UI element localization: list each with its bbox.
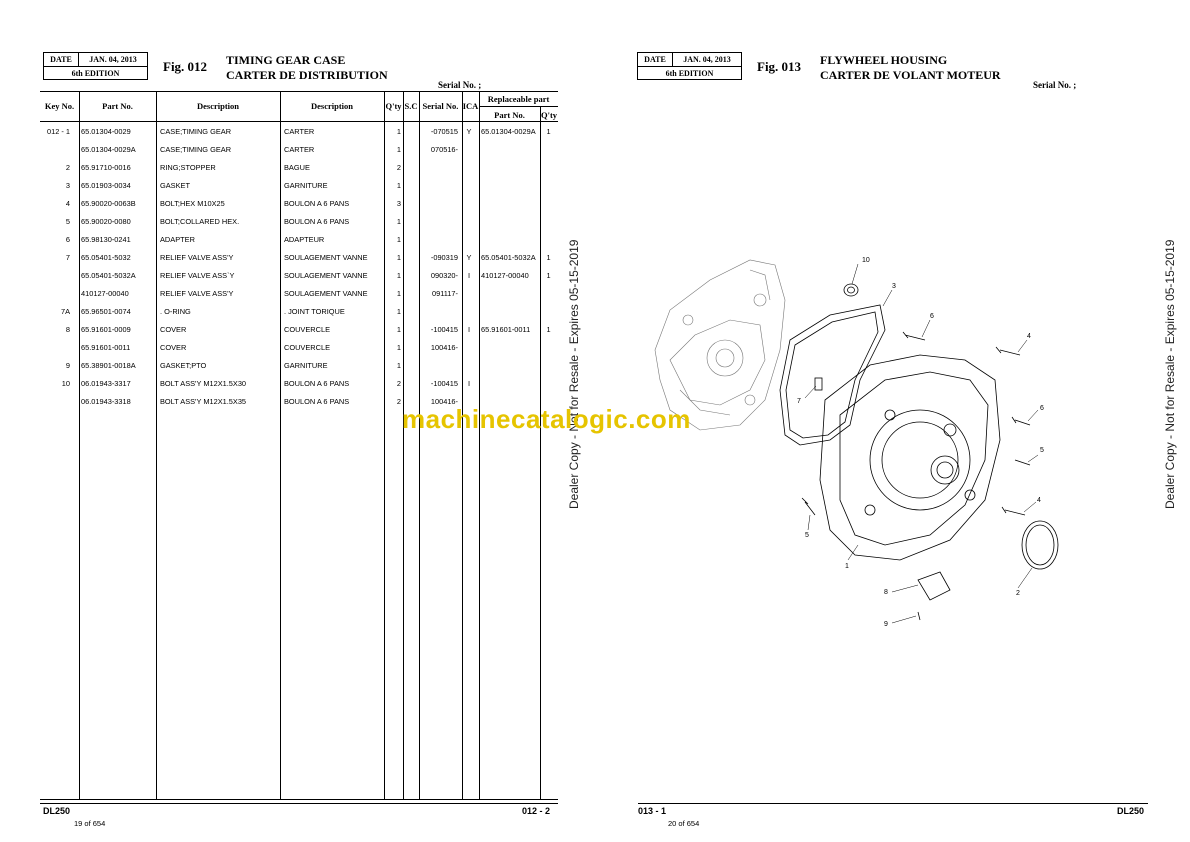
table-cell-desc2: CARTER [284, 145, 315, 154]
table-cell-key: 10 [61, 379, 70, 388]
title-english: TIMING GEAR CASE [226, 53, 346, 67]
table-cell-desc2: SOULAGEMENT VANNE [284, 271, 368, 280]
replaceable-sub-rule [479, 106, 558, 107]
table-cell-ica: I [467, 379, 471, 388]
table-cell-part: 65.05401-5032A [81, 271, 136, 280]
page-count-right: 20 of 654 [668, 819, 700, 828]
table-cell-desc2: BOULON A 6 PANS [284, 379, 350, 388]
table-cell-key: 5 [65, 217, 70, 226]
footer-page-right: 013 - 1 [638, 806, 667, 816]
table-cell-desc1: COVER [160, 343, 187, 352]
table-cell-desc1: ADAPTER [160, 235, 195, 244]
table-cell-desc2: CARTER [284, 127, 315, 136]
table-cell-part: 65.38901-0018A [81, 361, 136, 370]
callout-label: 6 [1040, 405, 1044, 412]
table-cell-desc2: GARNITURE [284, 361, 328, 370]
title-french: CARTER DE DISTRIBUTION [226, 68, 388, 82]
table-cell-desc2: BAGUE [284, 163, 310, 172]
table-cell-serial: -100415 [430, 325, 458, 334]
table-cell-qty: 2 [396, 163, 401, 172]
callout-label: 5 [805, 532, 809, 539]
footer-rule-left [40, 803, 558, 804]
col-divider [403, 91, 404, 799]
table-cell-part: 65.90020-0063B [81, 199, 136, 208]
table-cell-part: 65.05401-5032 [81, 253, 131, 262]
callout-label: 5 [1040, 447, 1044, 454]
table-cell-rpart: 410127-00040 [481, 271, 529, 280]
table-cell-qty: 1 [396, 289, 401, 298]
footer-page-left: 012 - 2 [522, 806, 551, 816]
table-cell-desc1: CASE;TIMING GEAR [160, 127, 232, 136]
col-divider [79, 91, 80, 799]
table-cell-serial: 091117- [431, 289, 458, 298]
table-cell-desc2: GARNITURE [284, 181, 328, 190]
table-cell-desc1: CASE;TIMING GEAR [160, 145, 232, 154]
table-cell-ica: Y [466, 253, 472, 262]
serial-label-left: Serial No. ; [438, 80, 482, 90]
callout-label: 4 [1037, 497, 1041, 504]
table-cell-desc1: GASKET [160, 181, 190, 190]
bolt [1015, 460, 1030, 465]
footer-model-left: DL250 [43, 806, 71, 816]
table-cell-part: 65.01903-0034 [81, 181, 131, 190]
table-cell-rpart: 65.01304-0029A [481, 127, 536, 136]
table-cell-part: 410127-00040 [81, 289, 129, 298]
col-divider [384, 91, 385, 799]
table-cell-qty: 1 [396, 325, 401, 334]
table-cell-qty: 2 [396, 397, 401, 406]
table-cell-desc2: BOULON A 6 PANS [284, 217, 350, 226]
table-cell-qty: 1 [396, 181, 401, 190]
table-cell-desc1: BOLT;HEX M10X25 [160, 199, 225, 208]
table-cell-desc1: BOLT;COLLARED HEX. [160, 217, 240, 226]
table-cell-key: 4 [65, 199, 70, 208]
table-cell-desc1: RELIEF VALVE ASS'Y [160, 289, 234, 298]
gasket-outline [780, 305, 885, 445]
flywheel-housing-diagram [600, 240, 1060, 660]
table-cell-key: 8 [65, 325, 70, 334]
bolt [802, 498, 815, 515]
callout-label: 1 [845, 563, 849, 570]
table-cell-part: 65.01304-0029 [81, 127, 131, 136]
bolt [903, 332, 925, 340]
table-cell-desc2: COUVERCLE [284, 325, 330, 334]
table-cell-part: 65.01304-0029A [81, 145, 136, 154]
callout-label: 4 [1027, 333, 1031, 340]
table-cell-qty: 1 [396, 127, 401, 136]
header-replaceable-part-no: Part No. [494, 110, 525, 120]
title-english: FLYWHEEL HOUSING [820, 53, 948, 67]
table-cell-qty: 1 [396, 343, 401, 352]
table-cell-qty: 1 [396, 235, 401, 244]
seal-ring [844, 284, 858, 296]
table-top-rule [40, 91, 558, 92]
bolt [1012, 417, 1030, 425]
page-count-left: 19 of 654 [74, 819, 106, 828]
table-cell-serial: -090319 [430, 253, 458, 262]
table-cell-key: 7A [60, 307, 70, 316]
date-label: DATE [638, 53, 673, 66]
footer-model-right: DL250 [1117, 806, 1145, 816]
col-divider [479, 91, 480, 799]
table-cell-part: 65.91710-0016 [81, 163, 131, 172]
table-cell-part: 06.01943-3318 [81, 397, 131, 406]
table-cell-serial: -070515 [430, 127, 458, 136]
callout-label: 6 [930, 313, 934, 320]
table-cell-key: 3 [65, 181, 70, 190]
date-value: JAN. 04, 2013 [683, 55, 731, 64]
table-cell-rpart: 65.91601-0011 [481, 325, 531, 334]
bolt [996, 347, 1020, 355]
bolt [1002, 507, 1025, 515]
table-cell-desc1: GASKET;PTO [160, 361, 207, 370]
figure-number-right: Fig. 013 [757, 59, 802, 74]
figure-title-right [820, 53, 1001, 83]
table-cell-part: 65.96501-0074 [81, 307, 131, 316]
edition-label: 6th EDITION [71, 68, 120, 78]
pin [815, 378, 822, 390]
table-cell-desc1: . O-RING [160, 307, 191, 316]
table-cell-qty: 1 [396, 361, 401, 370]
table-cell-desc1: BOLT ASS'Y M12X1.5X30 [160, 379, 247, 388]
table-cell-qty: 1 [396, 271, 401, 280]
table-cell-qty: 1 [396, 307, 401, 316]
table-cell-part: 65.98130-0241 [81, 235, 131, 244]
table-cell-rqty: 1 [546, 271, 551, 280]
table-cell-rqty: 1 [546, 253, 551, 262]
table-cell-desc2: ADAPTEUR [284, 235, 325, 244]
table-header-rule [40, 121, 558, 122]
table-cell-rqty: 1 [546, 325, 551, 334]
table-cell-desc2: . JOINT TORIQUE [284, 307, 345, 316]
col-divider [462, 91, 463, 799]
header-serial-no: Serial No. [422, 101, 459, 111]
footer-rule-right [638, 803, 1148, 804]
table-cell-key: 7 [65, 253, 70, 262]
table-cell-ica: Y [466, 127, 472, 136]
bolt [918, 612, 920, 620]
table-cell-desc2: BOULON A 6 PANS [284, 397, 350, 406]
table-cell-key: 012 - 1 [46, 127, 70, 136]
header-part-no: Part No. [102, 101, 133, 111]
table-cell-desc1: BOLT ASS'Y M12X1.5X35 [160, 397, 247, 406]
table-cell-desc2: SOULAGEMENT VANNE [284, 253, 368, 262]
header-sc: S.C [404, 101, 418, 111]
table-cell-desc1: RELIEF VALVE ASS'Y [160, 253, 234, 262]
header-qty: Q'ty [385, 101, 402, 111]
callout-label: 3 [892, 283, 896, 290]
date-label: DATE [44, 53, 79, 66]
table-cell-desc1: COVER [160, 325, 187, 334]
table-bottom-rule [40, 799, 558, 800]
table-cell-serial: 070516- [430, 145, 458, 154]
col-divider [419, 91, 420, 799]
table-cell-serial: -100415 [430, 379, 458, 388]
table-cell-serial: 100416- [430, 397, 458, 406]
table-cell-rqty: 1 [546, 127, 551, 136]
col-divider [280, 91, 281, 799]
table-cell-part: 65.91601-0011 [81, 343, 131, 352]
table-cell-key: 6 [65, 235, 70, 244]
header-description-fr: Description [310, 101, 354, 111]
flywheel-housing-body [820, 355, 1000, 560]
header-ica: ICA [462, 101, 479, 111]
table-cell-qty: 1 [396, 217, 401, 226]
watermark: machinecatalogic.com [402, 404, 691, 434]
title-french: CARTER DE VOLANT MOTEUR [820, 68, 1001, 82]
callout-label: 7 [797, 398, 801, 405]
cover-plate [918, 572, 950, 600]
edition-label: 6th EDITION [665, 68, 714, 78]
callout-label: 9 [884, 621, 888, 628]
callout-label: 8 [884, 589, 888, 596]
dealer-note-right: Dealer Copy - Not for Resale - Expires 05-15-2019 [1163, 239, 1177, 509]
table-cell-ica: I [467, 325, 471, 334]
table-cell-qty: 1 [396, 145, 401, 154]
table-cell-qty: 1 [396, 253, 401, 262]
serial-label-right: Serial No. ; [1033, 80, 1077, 90]
callout-label: 2 [1016, 590, 1020, 597]
table-cell-ica: I [467, 271, 471, 280]
oil-seal-ring [1022, 521, 1058, 569]
date-value: JAN. 04, 2013 [89, 55, 137, 64]
callout-label: 10 [862, 257, 870, 264]
header-replaceable-qty: Q'ty [540, 110, 558, 120]
table-cell-desc2: SOULAGEMENT VANNE [284, 289, 368, 298]
date-box-right [637, 52, 742, 80]
dealer-note-left: Dealer Copy - Not for Resale - Expires 05-15-2019 [567, 239, 581, 509]
table-cell-part: 65.91601-0009 [81, 325, 131, 334]
figure-number-left: Fig. 012 [163, 59, 208, 74]
figure-title-left [226, 53, 388, 83]
header-key-no: Key No. [44, 101, 75, 111]
table-cell-qty: 2 [396, 379, 401, 388]
col-divider [156, 91, 157, 799]
col-divider [540, 106, 541, 799]
table-cell-key: 2 [65, 163, 70, 172]
date-box-left [43, 52, 148, 80]
table-cell-key: 9 [65, 361, 70, 370]
header-description-en: Description [196, 101, 240, 111]
table-cell-rpart: 65.05401-5032A [481, 253, 536, 262]
table-cell-part: 65.90020-0080 [81, 217, 131, 226]
table-cell-desc2: COUVERCLE [284, 343, 330, 352]
table-cell-part: 06.01943-3317 [81, 379, 131, 388]
header-replaceable-part: Replaceable part [487, 94, 550, 104]
table-cell-qty: 3 [396, 199, 401, 208]
table-cell-desc1: RELIEF VALVE ASS`Y [160, 271, 235, 280]
table-cell-desc1: RING;STOPPER [160, 163, 216, 172]
table-cell-serial: 100416- [430, 343, 458, 352]
table-cell-desc2: BOULON A 6 PANS [284, 199, 350, 208]
table-cell-serial: 090320- [430, 271, 458, 280]
